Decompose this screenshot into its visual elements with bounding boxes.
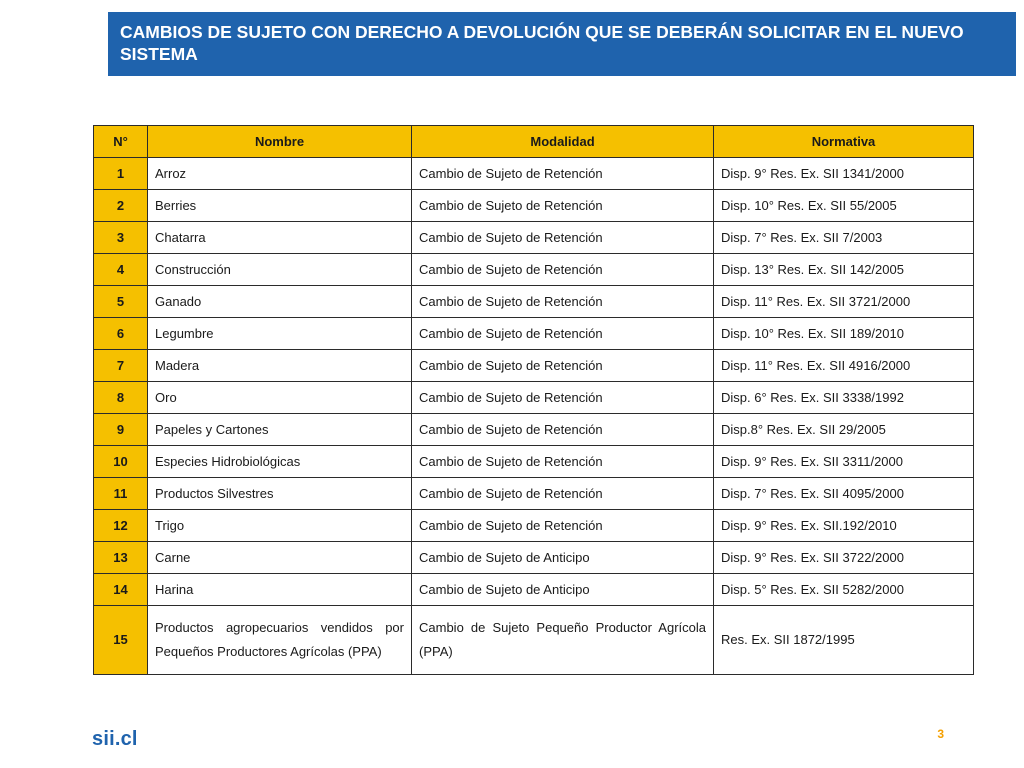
row-normativa: Disp. 11° Res. Ex. SII 4916/2000 [714,350,974,382]
regulations-table [93,125,974,675]
table-row [94,446,974,478]
row-normativa: Disp. 7° Res. Ex. SII 7/2003 [714,222,974,254]
table-row [94,510,974,542]
table-row [94,222,974,254]
row-modalidad: Cambio de Sujeto Pequeño Productor Agrícola (PPA) [412,606,714,675]
row-nombre: Productos Silvestres [148,478,412,510]
row-number: 11 [94,478,148,510]
row-nombre: Construcción [148,254,412,286]
row-normativa: Disp. 10° Res. Ex. SII 189/2010 [714,318,974,350]
row-nombre: Oro [148,382,412,414]
row-normativa: Disp. 13° Res. Ex. SII 142/2005 [714,254,974,286]
row-nombre: Chatarra [148,222,412,254]
table-row [94,190,974,222]
row-normativa: Disp. 9° Res. Ex. SII 1341/2000 [714,158,974,190]
row-modalidad: Cambio de Sujeto de Retención [412,510,714,542]
table-row [94,382,974,414]
row-nombre: Carne [148,542,412,574]
column-header-normativa: Normativa [714,126,974,158]
table-row [94,254,974,286]
row-normativa: Disp. 9° Res. Ex. SII 3311/2000 [714,446,974,478]
row-number: 3 [94,222,148,254]
row-number: 7 [94,350,148,382]
table-row [94,574,974,606]
row-number: 12 [94,510,148,542]
row-number: 13 [94,542,148,574]
title-bar [108,12,1016,76]
column-header-nombre: Nombre [148,126,412,158]
row-normativa: Disp. 6° Res. Ex. SII 3338/1992 [714,382,974,414]
row-normativa: Disp.8° Res. Ex. SII 29/2005 [714,414,974,446]
sii-logo: sii.cl [92,728,138,750]
table-row [94,606,974,675]
row-modalidad: Cambio de Sujeto de Retención [412,414,714,446]
row-modalidad: Cambio de Sujeto de Retención [412,478,714,510]
row-number: 10 [94,446,148,478]
table-row [94,478,974,510]
row-number: 6 [94,318,148,350]
row-normativa: Disp. 5° Res. Ex. SII 5282/2000 [714,574,974,606]
row-nombre: Harina [148,574,412,606]
row-normativa: Disp. 10° Res. Ex. SII 55/2005 [714,190,974,222]
row-nombre: Ganado [148,286,412,318]
row-modalidad: Cambio de Sujeto de Retención [412,190,714,222]
row-number: 9 [94,414,148,446]
row-modalidad: Cambio de Sujeto de Retención [412,382,714,414]
row-modalidad: Cambio de Sujeto de Retención [412,446,714,478]
row-modalidad: Cambio de Sujeto de Retención [412,158,714,190]
row-modalidad: Cambio de Sujeto de Anticipo [412,574,714,606]
row-number: 2 [94,190,148,222]
row-nombre: Papeles y Cartones [148,414,412,446]
row-number: 5 [94,286,148,318]
table-header-row [94,126,974,158]
row-number: 1 [94,158,148,190]
column-header-modalidad: Modalidad [412,126,714,158]
page-number: 3 [937,727,944,741]
row-modalidad: Cambio de Sujeto de Anticipo [412,542,714,574]
row-nombre: Arroz [148,158,412,190]
row-normativa: Disp. 9° Res. Ex. SII 3722/2000 [714,542,974,574]
row-modalidad: Cambio de Sujeto de Retención [412,222,714,254]
row-normativa: Disp. 11° Res. Ex. SII 3721/2000 [714,286,974,318]
page-title: CAMBIOS DE SUJETO CON DERECHO A DEVOLUCIÓN QUE SE DEBERÁN SOLICITAR EN EL NUEVO SISTEMA [120,22,964,64]
row-nombre: Legumbre [148,318,412,350]
row-number: 14 [94,574,148,606]
row-modalidad: Cambio de Sujeto de Retención [412,254,714,286]
row-modalidad: Cambio de Sujeto de Retención [412,318,714,350]
column-header-number: N° [94,126,148,158]
table-row [94,414,974,446]
row-modalidad: Cambio de Sujeto de Retención [412,286,714,318]
row-normativa: Disp. 7° Res. Ex. SII 4095/2000 [714,478,974,510]
table-row [94,350,974,382]
row-number: 8 [94,382,148,414]
table-row [94,542,974,574]
row-nombre: Trigo [148,510,412,542]
table-row [94,286,974,318]
table-row [94,158,974,190]
row-number: 15 [94,606,148,675]
table-row [94,318,974,350]
row-normativa: Res. Ex. SII 1872/1995 [714,606,974,675]
row-nombre: Especies Hidrobiológicas [148,446,412,478]
row-nombre: Berries [148,190,412,222]
row-number: 4 [94,254,148,286]
row-nombre: Productos agropecuarios vendidos por Pequeños Productores Agrícolas (PPA) [148,606,412,675]
row-normativa: Disp. 9° Res. Ex. SII.192/2010 [714,510,974,542]
row-nombre: Madera [148,350,412,382]
row-modalidad: Cambio de Sujeto de Retención [412,350,714,382]
